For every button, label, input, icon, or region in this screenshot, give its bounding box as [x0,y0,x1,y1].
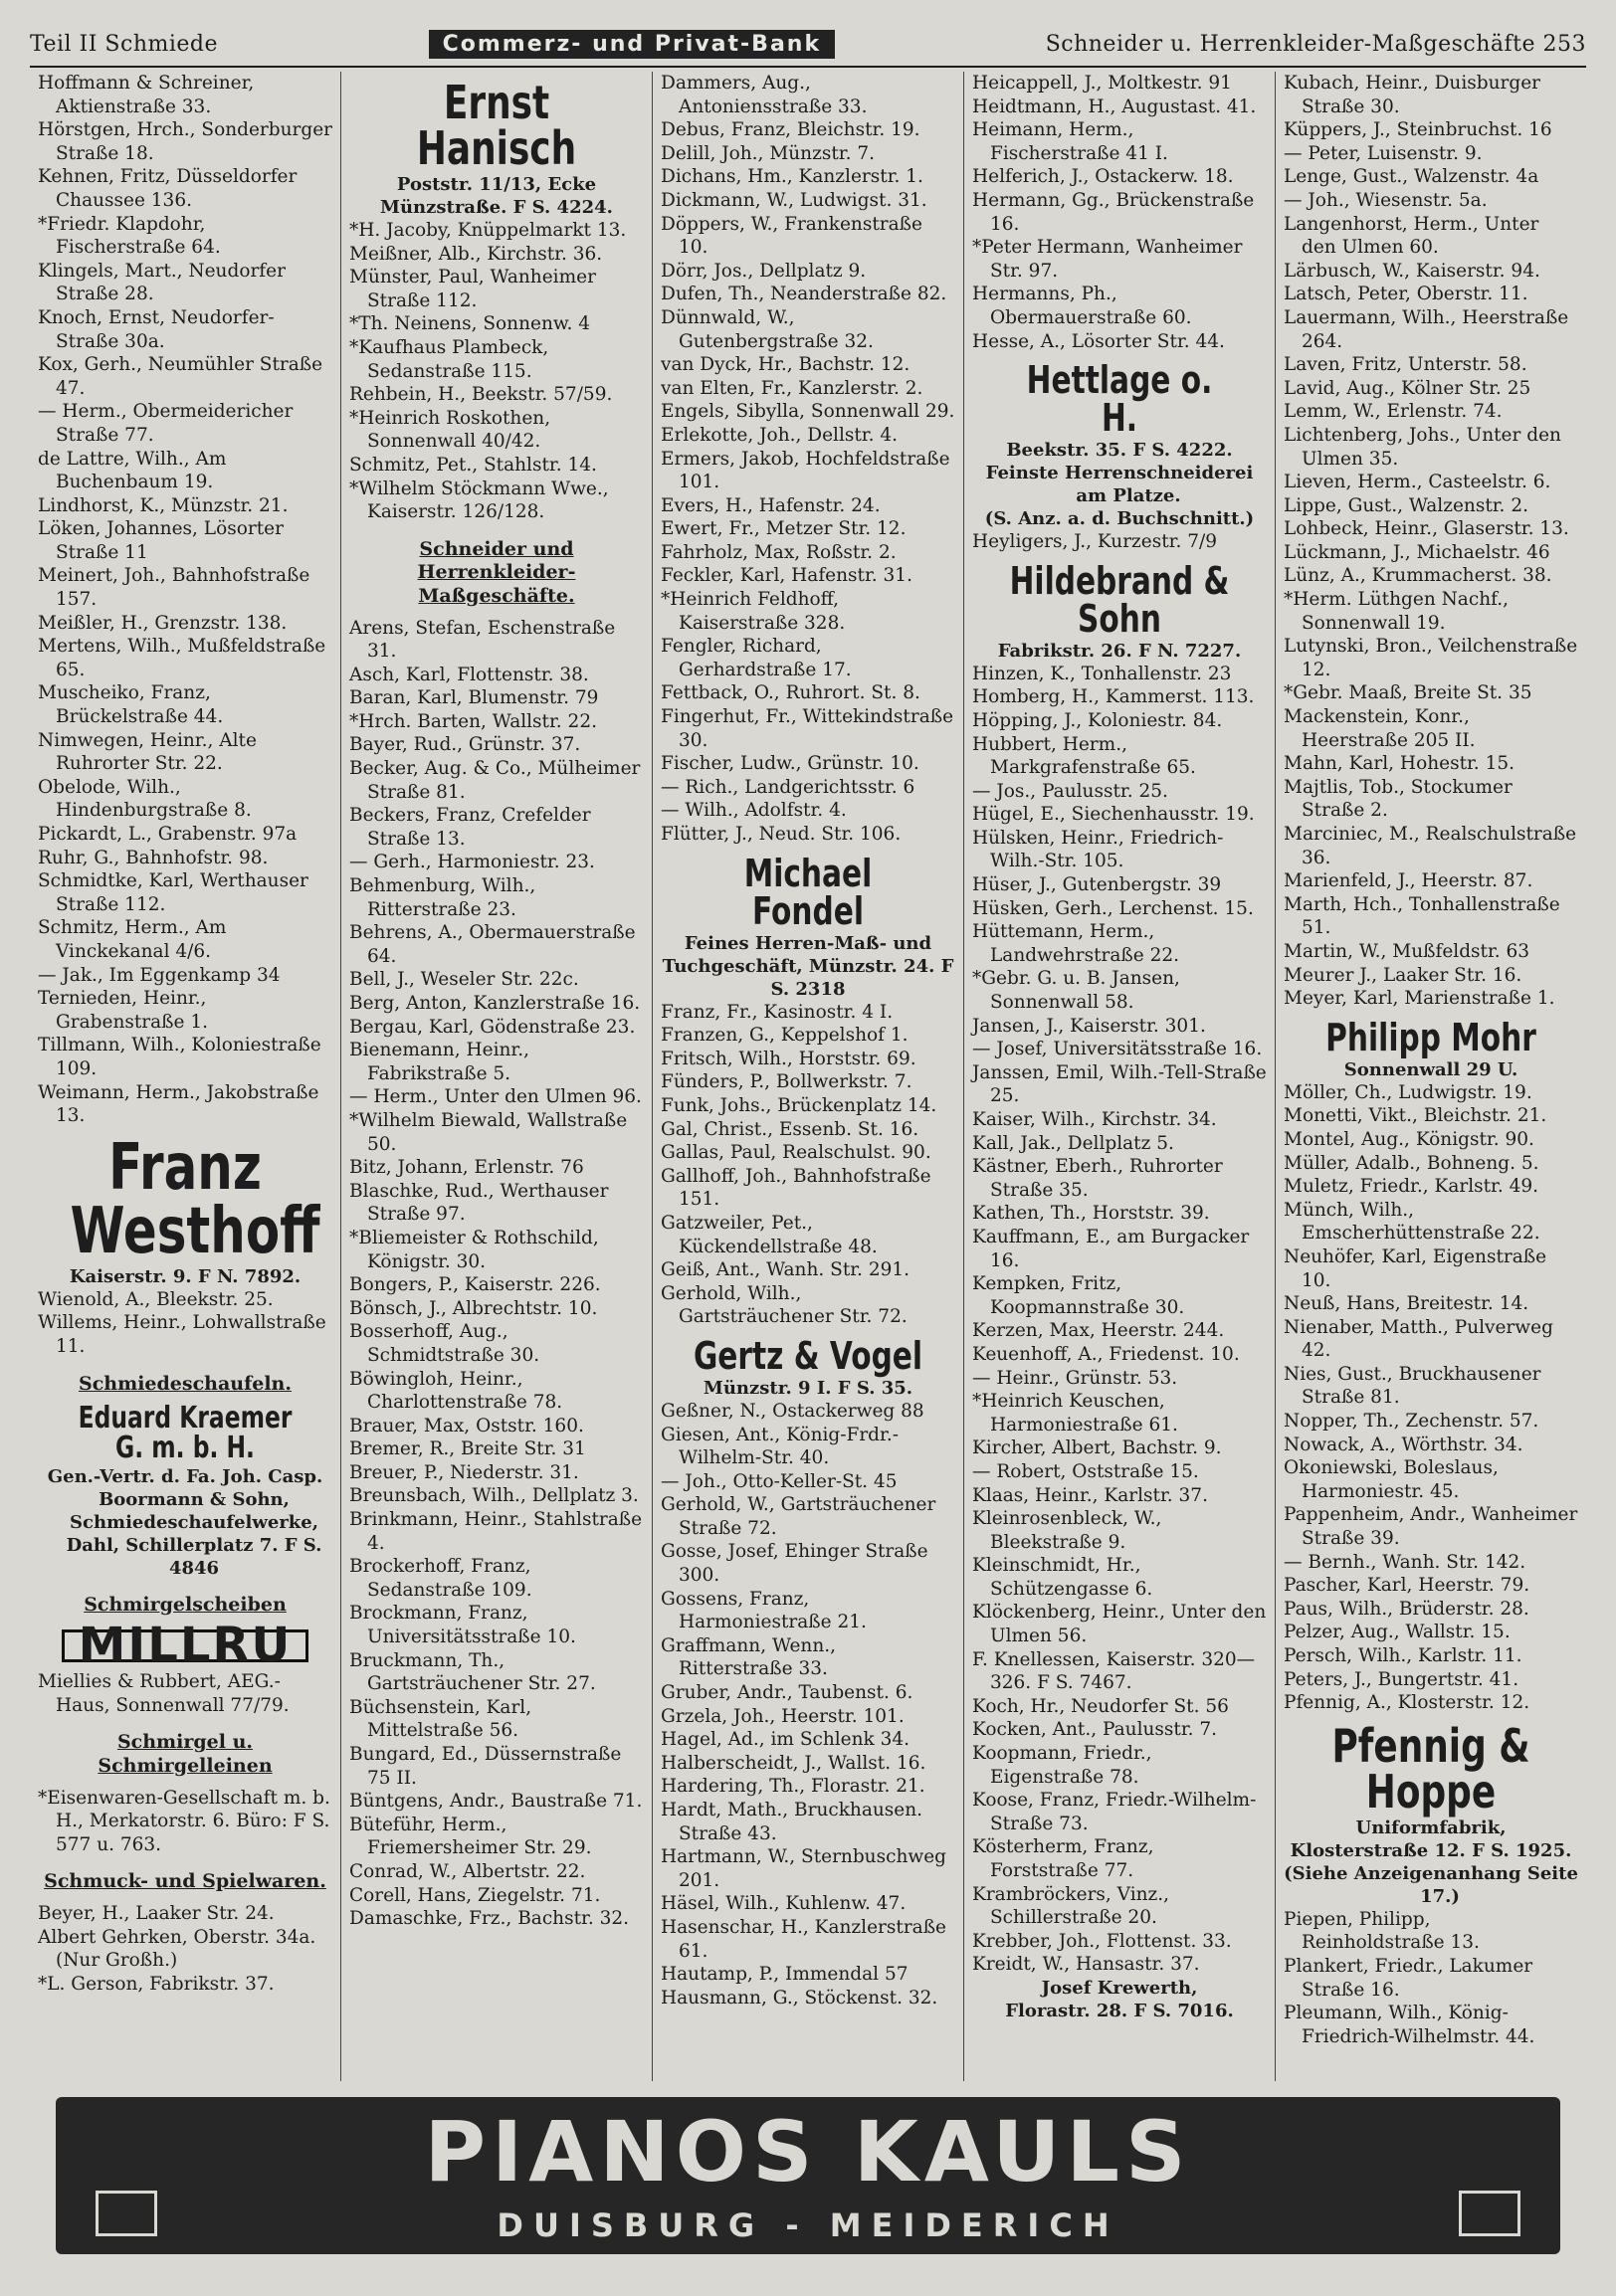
directory-entry: Martin, W., Mußfeldstr. 63 [1284,940,1530,962]
directory-entry: Brockmann, Franz, Universitätsstraße 10. [349,1603,576,1648]
directory-entry: Latsch, Peter, Oberstr. 11. [1284,284,1528,305]
directory-entry: Engels, Sibylla, Sonnenwall 29. [661,401,955,423]
directory-entry: *Gebr. G. u. B. Jansen, Sonnenwall 58. [972,968,1180,1014]
directory-entry: Kösterherm, Franz, Forststraße 77. [972,1836,1154,1881]
directory-entry: *Eisenwaren-Gesellschaft m. b. H., Merkatorstr. 6. Büro: F S. 577 u. 763. [38,1787,330,1855]
directory-entry: Albert Gehrken, Oberstr. 34a. (Nur Großh.) [38,1926,316,1972]
ad-krewerth-name: Josef Krewerth, [1041,1977,1198,1999]
directory-entry: Flütter, J., Neud. Str. 106. [661,824,902,845]
entries-list [972,72,1267,353]
directory-entry: Pleumann, Wilh., König-Friedrich-Wilhelmstr. 44. [1284,2003,1535,2047]
directory-entry: Bungard, Ed., Düssernstraße 75 II. [349,1744,622,1789]
directory-entry: Piepen, Philipp, Reinholdstraße 13. [1284,1908,1480,1954]
directory-entry: Nopper, Th., Zechenstr. 57. [1284,1411,1539,1433]
entries-list [38,1288,332,1359]
directory-entry: F. Knellessen, Kaiserstr. 320—326. F S. 7467. [972,1648,1256,1694]
ad-gertz-name: Gertz & Vogel [693,1333,923,1378]
directory-entry: *Herm. Lüthgen Nachf., Sonnenwall 19. [1284,589,1510,634]
directory-entry: Löken, Johannes, Lösorter Straße 11 [38,518,284,563]
directory-entry: Muscheiko, Franz, Brückelstraße 44. [38,682,224,728]
section-heading: Schneider und Herrenkleider-Maßgeschäfte. [417,537,576,607]
directory-entry: Conrad, W., Albertstr. 22. [349,1860,586,1882]
ad-pfennig-lines [1284,1817,1578,1908]
directory-entry: Beyer, H., Laaker Str. 24. [38,1903,275,1925]
directory-entry: Geiß, Ant., Wanh. Str. 291. [661,1259,910,1281]
directory-entry: Delill, Joh., Münzstr. 7. [661,142,875,164]
directory-entry: Bönsch, J., Albrechtstr. 10. [349,1297,598,1319]
header-bank-banner: Commerz- und Privat-Bank [429,30,835,59]
directory-entry: Gerhold, Wilh., Gartsträuchener Str. 72. [661,1282,908,1328]
directory-entry: Funk, Johs., Brückenplatz 14. [661,1094,937,1116]
entries-list [661,1001,955,1329]
ad-fondel-name: Michael Fondel [743,851,873,933]
directory-entry: Heicappell, J., Moltkestr. 91 [972,73,1232,94]
directory-entry: Hülsken, Heinr., Friedrich-Wilh.-Str. 105. [972,827,1224,872]
directory-entry: *Wilhelm Biewald, Wallstraße 50. [349,1109,628,1155]
directory-entry: Hüttemann, Herm., Landwehrstraße 22. [972,921,1180,966]
directory-entry: — Herm., Obermeidericher Straße 77. [38,401,294,446]
ad-hildebrand-line: Fabrikstr. 26. F N. 7227. [997,640,1242,662]
directory-entry: Koch, Hr., Neudorfer St. 56 [972,1695,1229,1717]
directory-entry: Pascher, Karl, Heerstr. 79. [1284,1575,1530,1597]
directory-entry: Damaschke, Frz., Bachstr. 32. [349,1908,630,1930]
directory-entry: Becker, Aug. & Co., Mülheimer Straße 81. [349,758,641,803]
directory-entry: Arens, Stefan, Eschenstraße 31. [349,617,616,663]
directory-entry: Laven, Fritz, Unterstr. 58. [1284,354,1527,376]
directory-entry: Monetti, Vikt., Bleichstr. 21. [1284,1105,1547,1127]
directory-entry: Neuhöfer, Karl, Eigenstraße 10. [1284,1245,1547,1291]
directory-entry: Feckler, Karl, Hafenstr. 31. [661,565,912,587]
directory-entry: Nienaber, Matth., Pulverweg 42. [1284,1316,1553,1362]
directory-entry: Lenge, Gust., Walzenstr. 4a [1284,166,1539,188]
directory-entry: Meurer J., Laaker Str. 16. [1284,964,1522,986]
directory-entry: Gal, Christ., Essenb. St. 16. [661,1118,919,1140]
directory-entry: Hautamp, P., Immendal 57 [661,1964,909,1986]
directory-entry: Dünnwald, W., Gutenbergstraße 32. [661,306,874,352]
directory-entry: Gossens, Franz, Harmoniestraße 21. [661,1588,867,1633]
directory-entry: Okoniewski, Boleslaus, Harmoniestr. 45. [1284,1457,1499,1502]
directory-entry: Kircher, Albert, Bachstr. 9. [972,1437,1222,1459]
directory-entry: Lavid, Aug., Kölner Str. 25 [1284,377,1531,399]
entries-list [972,530,1267,554]
directory-entry: Lünz, A., Krummacherst. 38. [1284,565,1552,587]
entries-list [1284,1908,1578,2049]
ad-hanisch-line: Poststr. 11/13, Ecke Münzstraße. F S. 4224. [380,174,613,218]
directory-entry: Willems, Heinr., Lohwallstraße 11. [38,1312,326,1357]
footer-ad-pianos-kauls [56,2097,1560,2254]
entries-list [349,617,644,1931]
directory-entry: Klöckenberg, Heinr., Unter den Ulmen 56. [972,1602,1267,1647]
directory-entry: Koose, Franz, Friedr.-Wilhelm-Straße 73. [972,1790,1257,1834]
column-2 [340,72,652,2081]
directory-entry: Meißner, Alb., Kirchstr. 36. [349,243,603,265]
directory-entry: Koopmann, Friedr., Eigenstraße 78. [972,1743,1152,1788]
directory-entry: van Dyck, Hr., Bachstr. 12. [661,354,910,376]
directory-entry: *Kaufhaus Plambeck, Sedanstraße 115. [349,336,549,382]
directory-entry: *Bliemeister & Rothschild, Königstr. 30. [349,1227,599,1272]
section-heading: Schmiedeschaufeln. [78,1372,292,1395]
directory-entry: Häsel, Wilh., Kuhlenw. 47. [661,1893,907,1915]
directory-entry: (Siehe Anzeigenanhang Seite 17.) [1284,1862,1578,1907]
directory-entry: Dufen, Th., Neanderstraße 82. [661,284,947,305]
directory-entry: Münch, Wilh., Emscherhüttenstraße 22. [1284,1199,1540,1244]
directory-entry: Büchsenstein, Karl, Mittelstraße 56. [349,1696,532,1742]
directory-entry: Höpping, J., Koloniestr. 84. [972,709,1223,731]
directory-entry: Hoffmann & Schreiner, Aktienstraße 33. [38,73,255,117]
directory-entry: Neuß, Hans, Breitestr. 14. [1284,1293,1529,1315]
directory-entry: Kleinschmidt, Hr., Schützengasse 6. [972,1555,1153,1600]
directory-entry: Franzen, G., Keppelshof 1. [661,1025,909,1047]
directory-entry: — Herm., Unter den Ulmen 96. [349,1086,642,1108]
directory-entry: Baran, Karl, Blumenstr. 79 [349,687,599,709]
directory-entry: Fengler, Richard, Gerhardstraße 17. [661,636,852,680]
entries-list [661,1400,955,2009]
ad-mohr-line: Sonnenwall 29 U. [1343,1058,1518,1080]
directory-entry: Döppers, W., Frankenstraße 10. [661,213,922,259]
directory-entry: Hüsken, Gerh., Lerchenst. 15. [972,897,1254,919]
directory-entry: Graffmann, Wenn., Ritterstraße 33. [661,1634,837,1680]
directory-entry: Weimann, Herm., Jakobstraße 13. [38,1081,319,1127]
directory-entry: Büteführ, Herm., Friemersheimer Str. 29. [349,1814,592,1859]
directory-entry: Pappenheim, Andr., Wanheimer Straße 39. [1284,1504,1578,1550]
directory-entry: Schmitz, Pet., Stahlstr. 14. [349,454,597,476]
directory-entry: Hausmann, G., Stöckenst. 32. [661,1987,938,2009]
directory-entry: Lemm, W., Erlenstr. 74. [1284,401,1503,423]
directory-entry: Kathen, Th., Horststr. 39. [972,1203,1210,1225]
entries-list [38,1670,332,1717]
directory-entry: Hagel, Ad., im Schlenk 34. [661,1729,910,1751]
directory-entry: Rehbein, H., Beekstr. 57/59. [349,384,613,406]
section-heading: Schmuck- und Spielwaren. [44,1870,326,1893]
directory-entry: Lutynski, Bron., Veilchenstraße 12. [1284,636,1578,680]
directory-entry: *Heinrich Roskothen, Sonnenwall 40/42. [349,407,551,453]
directory-entry: Gatzweiler, Pet., Kückendellstraße 48. [661,1212,878,1257]
directory-entry: Hubbert, Herm., Markgrafenstraße 65. [972,733,1196,779]
directory-entry: Miellies & Rubbert, AEG.-Haus, Sonnenwall 77/79. [38,1671,290,1716]
directory-entry: *Peter Hermann, Wanheimer Str. 97. [972,237,1243,282]
directory-entry: Klingels, Mart., Neudorfer Straße 28. [38,260,286,305]
directory-entry: Mahn, Karl, Hohestr. 15. [1284,753,1515,775]
directory-entry: — Gerh., Harmoniestr. 23. [349,852,595,873]
directory-entry: Pickardt, L., Grabenstr. 97a [38,824,298,845]
directory-entry: Bienemann, Heinr., Fabrikstraße 5. [349,1040,529,1084]
directory-entry: Heimann, Herm., Fischerstraße 41 I. [972,119,1168,164]
section-heading: Schmirgel u. Schmirgelleinen [98,1731,273,1778]
directory-entry: Kocken, Ant., Paulusstr. 7. [972,1719,1218,1741]
directory-entry: Dörr, Jos., Dellplatz 9. [661,260,867,282]
directory-entry: *Gebr. Maaß, Breite St. 35 [1284,682,1532,704]
ad-hanisch-name: Ernst Hanisch [416,76,577,175]
directory-entry: Erlekotte, Joh., Dellstr. 4. [661,424,899,446]
directory-entry: Nies, Gust., Bruckhausener Straße 81. [1284,1363,1541,1409]
ad-westhoff-name: Franz Westhoff [70,1130,320,1268]
directory-entry: Hardering, Th., Florastr. 21. [661,1776,925,1798]
directory-entry: Lippe, Gust., Walzenstr. 2. [1284,494,1528,516]
directory-entry: Krebber, Joh., Flottenst. 33. [972,1930,1232,1952]
directory-entry: Kall, Jak., Dellplatz 5. [972,1132,1174,1154]
section-heading: Schmirgelscheiben [84,1594,287,1617]
entries-list [1284,1081,1578,1715]
directory-entry: — Bernh., Wanh. Str. 142. [1284,1551,1526,1573]
directory-entry: Lindhorst, K., Münzstr. 21. [38,494,289,516]
directory-entry: — Wilh., Adolfstr. 4. [661,800,847,822]
directory-entry: Marth, Hch., Tonhallenstraße 51. [1284,893,1560,939]
directory-entry: Müller, Adalb., Bohneng. 5. [1284,1152,1539,1174]
directory-entry: *Wilhelm Stöckmann Wwe., Kaiserstr. 126/128. [349,478,609,523]
footer-title: PIANOS KAULS [424,2103,1192,2200]
directory-entry: Keuenhoff, A., Friedenst. 10. [972,1343,1240,1365]
header-right: Schneider u. Herrenkleider-Maßgeschäfte 253 [1045,31,1586,57]
directory-entry: Marienfeld, J., Heerstr. 87. [1284,870,1533,892]
directory-entry: Hardt, Math., Bruckhausen. Straße 43. [661,1800,923,1844]
directory-entry: Meinert, Joh., Bahnhofstraße 157. [38,565,310,611]
directory-entry: Fünders, P., Bollwerkstr. 7. [661,1071,912,1093]
directory-entry: van Elten, Fr., Kanzlerstr. 2. [661,377,923,399]
directory-entry: Bayer, Rud., Grünstr. 37. [349,734,581,756]
directory-entry: Bremer, R., Breite Str. 31 [349,1438,586,1460]
directory-entry: Tillmann, Wilh., Koloniestraße 109. [38,1035,321,1079]
directory-entry: Breunsbach, Wilh., Dellplatz 3. [349,1485,639,1507]
directory-entry: *Heinrich Keuschen, Harmoniestraße 61. [972,1391,1178,1435]
directory-entry: Uniformfabrik, [1355,1817,1507,1838]
ad-mohr-name: Philipp Mohr [1325,1015,1536,1059]
directory-entry: *Hrch. Barten, Wallstr. 22. [349,710,597,732]
directory-entry: — Peter, Luisenstr. 9. [1284,142,1483,164]
ad-krewerth-line: Florastr. 28. F S. 7016. [1005,2000,1234,2021]
ad-hildebrand-name: Hildebrand & Sohn [1009,558,1230,641]
column-4 [963,72,1275,2081]
directory-entry: Corell, Hans, Ziegelstr. 71. [349,1884,601,1906]
entries-list [349,219,644,524]
directory-entry: Nimwegen, Heinr., Alte Ruhrorter Str. 22. [38,729,257,775]
directory-entry: Breuer, P., Niederstr. 31. [349,1461,579,1483]
directory-entry: Gen.-Vertr. d. Fa. Joh. Casp. Boormann & Sohn, Schmiedeschaufelwerke, Dahl, Schillerplatz 7. F S. 4846 [47,1466,323,1580]
directory-entry: Ermers, Jakob, Hochfeldstraße 101. [661,448,950,493]
ad-millru-logo: MILLRU [62,1629,308,1663]
directory-entry: Hesse, A., Lösorter Str. 44. [972,330,1225,352]
directory-entry: Kauffmann, E., am Burgacker 16. [972,1226,1250,1271]
directory-entry: Evers, H., Hafenstr. 24. [661,494,881,516]
directory-entry: Böwingloh, Heinr., Charlottenstraße 78. [349,1368,563,1414]
directory-entry: *H. Jacoby, Knüppelmarkt 13. [349,220,627,241]
directory-entry: Lückmann, J., Michaelstr. 46 [1284,541,1550,563]
directory-entry: Behrens, A., Obermauerstraße 64. [349,922,636,967]
directory-entry: Lärbusch, W., Kaiserstr. 94. [1284,260,1540,282]
directory-entry: Ewert, Fr., Metzer Str. 12. [661,518,907,540]
directory-entry: *Friedr. Klapdohr, Fischerstraße 64. [38,213,221,259]
page-header [30,24,1586,64]
directory-entry: Beckers, Franz, Crefelder Straße 13. [349,805,591,850]
directory-entry: Hinzen, K., Tonhallenstr. 23 [972,663,1232,684]
directory-entry: Hüser, J., Gutenbergstr. 39 [972,874,1222,896]
directory-entry: Bruckmann, Th., Gartsträuchener Str. 27. [349,1649,596,1695]
directory-entry: Dichans, Hm., Kanzlerstr. 1. [661,166,923,188]
directory-entry: Krambröckers, Vinz., Schillerstraße 20. [972,1883,1170,1929]
directory-entry: Meyer, Karl, Marienstraße 1. [1284,988,1555,1010]
directory-entry: Plankert, Friedr., Lakumer Straße 16. [1284,1955,1533,2001]
directory-entry: Küppers, J., Steinbruchst. 16 [1284,119,1552,141]
directory-entry: *L. Gerson, Fabrikstr. 37. [38,1973,275,1995]
directory-entry: Muletz, Friedr., Karlstr. 49. [1284,1176,1539,1198]
directory-entry: Fettback, O., Ruhrort. St. 8. [661,682,920,704]
directory-entry: Schmidtke, Karl, Werthauser Straße 112. [38,870,308,915]
directory-entry: Grzela, Joh., Heerstr. 101. [661,1705,905,1727]
directory-entry: Lauermann, Wilh., Heerstraße 264. [1284,306,1569,352]
directory-entry: Brinkmann, Heinr., Stahlstraße 4. [349,1509,643,1554]
directory-entry: Bitz, Johann, Erlenstr. 76 [349,1157,584,1179]
directory-entry: Kaiser, Wilh., Kirchstr. 34. [972,1109,1217,1130]
directory-entry: *Th. Neinens, Sonnenw. 4 [349,313,591,335]
directory-entry: Wienold, A., Bleekstr. 25. [38,1288,274,1310]
directory-entry: Gallhoff, Joh., Bahnhofstraße 151. [661,1165,931,1211]
directory-entry: Asch, Karl, Flottenstr. 38. [349,664,589,685]
directory-entry: Langenhorst, Herm., Unter den Ulmen 60. [1284,213,1539,259]
ad-fondel-line: Feines Herren-Maß- und Tuchgeschäft, Münzstr. 24. F S. 2318 [662,932,954,1000]
directory-entry: Büntgens, Andr., Baustraße 71. [349,1791,643,1813]
directory-entry: Brockerhoff, Franz, Sedanstraße 109. [349,1556,532,1601]
directory-entry: *Heinrich Feldhoff, Kaiserstraße 328. [661,589,846,634]
directory-entry: Meißler, H., Grenzstr. 138. [38,612,288,634]
entries-list [38,1787,332,1857]
directory-entry: Mackenstein, Konr., Heerstraße 205 II. [1284,706,1476,751]
directory-entry: Helferich, J., Ostackerw. 18. [972,166,1234,188]
ad-gertz-line: Münzstr. 9 I. F S. 35. [703,1377,913,1399]
entries-list [661,72,955,847]
directory-entry: — Jos., Paulusstr. 25. [972,780,1168,802]
directory-entry: Kästner, Eberh., Ruhrorter Straße 35. [972,1156,1223,1201]
directory-entry: Ruhr, G., Bahnhofstr. 98. [38,847,269,868]
ad-kraemer-lines [38,1465,332,1580]
directory-entry: Majtlis, Tob., Stockumer Straße 2. [1284,776,1513,822]
entries-list [38,72,332,1128]
directory-entry: — Robert, Oststraße 15. [972,1460,1199,1482]
ad-westhoff-line: Kaiserstr. 9. F N. 7892. [69,1265,302,1287]
directory-entry: Marciniec, M., Realschulstraße 36. [1284,824,1577,868]
directory-entry: — Joh., Otto-Keller-St. 45 [661,1470,898,1492]
directory-entry: Heyligers, J., Kurzestr. 7/9 [972,531,1218,553]
ad-pfennig-name: Pfennig & Hoppe [1331,1718,1530,1818]
directory-entry: Dammers, Aug., Antoniensstraße 33. [661,73,868,117]
directory-entry: Giesen, Ant., König-Frdr.-Wilhelm-Str. 40. [661,1424,899,1469]
directory-entry: Fahrholz, Max, Roßstr. 2. [661,541,897,563]
directory-entry: — Jak., Im Eggenkamp 34 [38,964,281,986]
directory-entry: Fritsch, Wilh., Horststr. 69. [661,1048,916,1069]
directory-entry: Gallas, Paul, Realschulst. 90. [661,1142,931,1164]
directory-entry: Hartmann, W., Sternbuschweg 201. [661,1846,946,1891]
directory-entry: Lieven, Herm., Casteelstr. 6. [1284,472,1551,493]
directory-entry: Klaas, Heinr., Karlstr. 37. [972,1484,1208,1506]
directory-entry: Jansen, J., Kaiserstr. 301. [972,1015,1206,1037]
columns [30,72,1586,2081]
directory-entry: Montel, Aug., Königstr. 90. [1284,1128,1534,1150]
directory-entry: Münster, Paul, Wanheimer Straße 112. [349,267,596,311]
directory-entry: Pelzer, Aug., Wallstr. 15. [1284,1622,1511,1643]
directory-entry: Mertens, Wilh., Mußfeldstraße 65. [38,636,326,680]
directory-entry: Fischer, Ludw., Grünstr. 10. [661,753,919,775]
directory-entry: Heidtmann, H., Augustast. 41. [972,96,1257,117]
directory-entry: Kerzen, Max, Heerstr. 244. [972,1320,1225,1342]
column-1 [30,72,340,2081]
directory-entry: Kubach, Heinr., Duisburger Straße 30. [1284,73,1540,117]
directory-entry: Möller, Ch., Ludwigstr. 19. [1284,1081,1532,1103]
directory-entry: Homberg, H., Kammerst. 113. [972,686,1255,708]
directory-entry: Hermanns, Ph., Obermauerstraße 60. [972,284,1192,328]
entries-list [1284,72,1578,1011]
directory-entry: Lichtenberg, Johs., Unter den Ulmen 35. [1284,424,1561,470]
directory-entry: Dickmann, W., Ludwigst. 31. [661,189,927,211]
directory-entry: Bell, J., Weseler Str. 22c. [349,969,579,991]
directory-entry: Nowack, A., Wörthstr. 34. [1284,1434,1523,1455]
header-left: Teil II Schmiede [30,31,219,57]
directory-entry: Kleinrosenbleck, W., Bleekstraße 9. [972,1508,1162,1553]
directory-entry: — Josef, Universitätsstraße 16. [972,1039,1263,1060]
directory-entry: Berg, Anton, Kanzlerstraße 16. [349,993,641,1014]
directory-entry: Paus, Wilh., Brüderstr. 28. [1284,1598,1529,1620]
directory-entry: Halberscheidt, J., Wallst. 16. [661,1752,926,1774]
directory-entry: Bosserhoff, Aug., Schmidtstraße 30. [349,1321,540,1366]
directory-entry: Bergau, Karl, Gödenstraße 23. [349,1016,636,1038]
directory-entry: Kox, Gerh., Neumühler Straße 47. [38,354,323,399]
directory-entry: Geßner, N., Ostackerweg 88 [661,1400,924,1422]
directory-entry: Debus, Franz, Bleichstr. 19. [661,119,920,141]
footer-subtitle: DUISBURG - MEIDERICH [497,2206,1119,2244]
directory-entry: Kempken, Fritz, Koopmannstraße 30. [972,1273,1185,1318]
ad-hettlage-name: Hettlage o. H. [1026,358,1213,441]
directory-entry: Blaschke, Rud., Werthauser Straße 97. [349,1180,609,1226]
directory-entry: Fingerhut, Fr., Wittekindstraße 30. [661,706,954,751]
directory-entry: Pfennig, A., Klosterstr. 12. [1284,1692,1530,1714]
directory-entry: Gosse, Josef, Ehinger Straße 300. [661,1541,928,1587]
directory-entry: Schmitz, Herm., Am Vinckekanal 4/6. [38,917,227,962]
directory-entry: — Rich., Landgerichtsstr. 6 [661,776,915,798]
column-3 [652,72,963,2081]
directory-entry: (S. Anz. a. d. Buchschnitt.) [984,508,1255,530]
directory-entry: Bongers, P., Kaiserstr. 226. [349,1274,601,1296]
entries-list [38,1902,332,1996]
directory-entry: Persch, Wilh., Karlstr. 11. [1284,1645,1522,1666]
directory-entry: Feinste Herrenschneiderei am Platze. [985,463,1254,507]
directory-entry: Lohbeck, Heinr., Glaserstr. 13. [1284,518,1569,540]
directory-entry: de Lattre, Wilh., Am Buchenbaum 19. [38,448,227,493]
directory-entry: Franz, Fr., Kasinostr. 4 I. [661,1001,894,1023]
ad-hettlage-lines [972,439,1267,530]
header-rule [30,66,1586,68]
directory-entry: Gerhold, W., Gartsträuchener Straße 72. [661,1494,936,1539]
directory-entry: Peters, J., Bungertstr. 41. [1284,1668,1519,1690]
directory-entry: Knoch, Ernst, Neudorfer-Straße 30a. [38,306,275,352]
directory-entry: Gruber, Andr., Taubenst. 6. [661,1682,913,1704]
directory-entry: Obelode, Wilh., Hindenburgstraße 8. [38,776,252,822]
directory-entry: Janssen, Emil, Wilh.-Tell-Straße 25. [972,1061,1267,1107]
entries-list [972,663,1267,1977]
directory-entry: Hörstgen, Hrch., Sonderburger Straße 18. [38,119,332,164]
directory-entry: Beekstr. 35. F S. 4222. [1006,440,1233,462]
directory-entry: Kreidt, W., Hansastr. 37. [972,1954,1200,1976]
column-5 [1275,72,1586,2081]
directory-entry: — Heinr., Grünstr. 53. [972,1367,1178,1389]
directory-entry: Hermann, Gg., Brückenstraße 16. [972,189,1255,235]
directory-entry: Hasenschar, H., Kanzlerstraße 61. [661,1916,946,1962]
directory-entry: — Joh., Wiesenstr. 5a. [1284,189,1488,211]
directory-entry: Brauer, Max, Oststr. 160. [349,1415,584,1436]
directory-entry: Behmenburg, Wilh., Ritterstraße 23. [349,875,536,920]
directory-entry: Kehnen, Fritz, Düsseldorfer Chaussee 136. [38,166,298,211]
ad-kraemer-name: Eduard Kraemer G. m. b. H. [78,1401,293,1466]
directory-entry: Hügel, E., Siechenhausstr. 19. [972,804,1255,826]
directory-entry: Klosterstraße 12. F S. 1925. [1290,1839,1572,1861]
directory-entry: Ternieden, Heinr., Grabenstraße 1. [38,988,208,1033]
